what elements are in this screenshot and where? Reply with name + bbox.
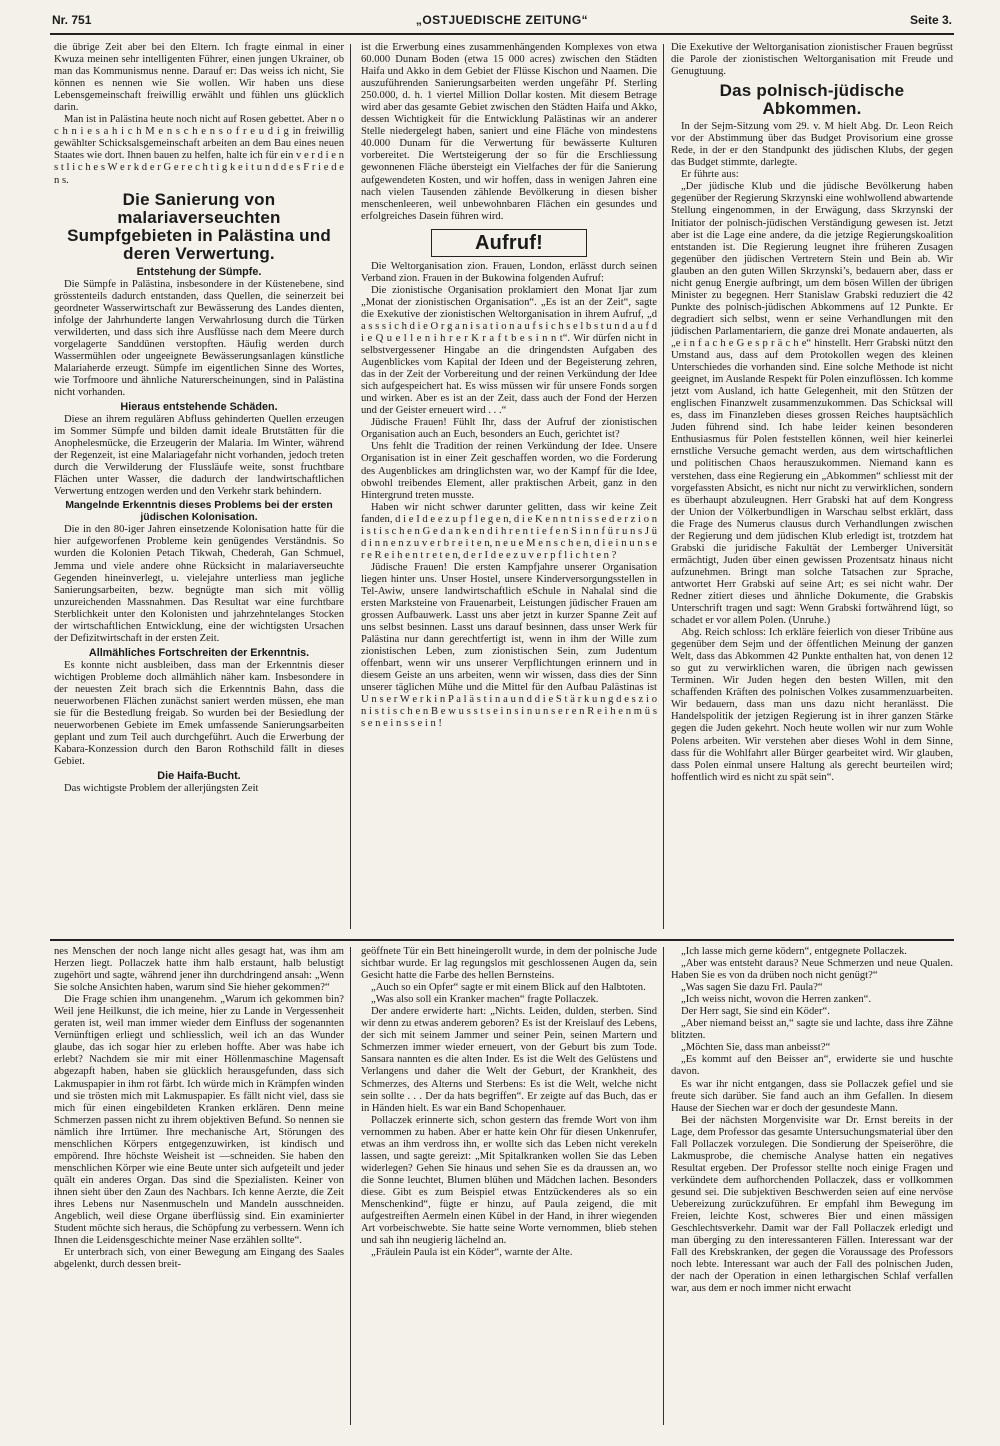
paragraph: „Was also soll ein Kranker machen“ fragte Pollaczek. (371, 994, 599, 1006)
upper-column-3 (671, 42, 953, 932)
paragraph: „Auch so ein Opfer“ sagte er mit einem Blick auf den Halbtoten. (371, 982, 646, 994)
column-rule (663, 947, 664, 1425)
paragraph: „Aber niemand beisst an,“ sagte sie und lachte, dass ihre Zähne blitzten. (671, 1018, 953, 1042)
paragraph: Abg. Reich schloss: Ich erkläre feierlich von dieser Tribüne aus gegenüber dem Sejm und der öffentlichen Meinung der ganzen Welt, dass das Abkommen 42 Punkte enthalten hat, von denen 12 so gut zu verwirklichen waren, die übrigen nach gewissen Terminen. Wir Juden hegen den besten Willen, mit den schaffenden Kräften des polnischen Volkes zusammenzuarbeiten. Wir bedauern, dass man uns dazu nicht heranlässt. Die Handelspolitik der jetzigen Regierung ist in ihrer ganzen Stärke gegen die Juden gekehrt. Noch heute wollen wir nur zum Wohle Polens arbeiten. Wir verstehen aber dieses Wohl in dem Sinne, dass für die Wohlfahrt aller Bürger gearbeitet wird. Wir glauben, dass Polen einmal unsere Haltung als gerecht beurteilen wird; hoffentlich wird es nicht zu spät sein“. (671, 627, 953, 783)
paragraph: Die zionistische Organisation proklamiert den Monat Ijar zum „Monat der zionistischen Organisation“. „Es ist an der Zeit“, sagte die Exekutive der zionistischen Weltorganisation in ihrem Aufruf, „d a s s s i c h d i e O r g a n i s a t i o n a u f s i c h s e l b s t u n d a u f d i e Q u e l l e n i h r e r K r a f t b e s i n n t“. Wir dürfen nicht in selbstvergessener Hingabe an die dringendsten Aufgaben des Augenblickes vom Kapital der Ideen und der Begeisterung zehren, das in der Zeit der Vorbereitung und der reinen Verkündung der Idee sich aufgespeichert hat. Es wiss müssen wir für unsere Fonds sorgen und wirken. Aber es ist an der Zeit, dass auch der Fond der Herzen und der Geister erneuert wird . . .“ (361, 284, 657, 417)
article-title: Das polnisch-jüdische Abkommen. (719, 81, 905, 119)
paragraph: Haben wir nicht schwer darunter gelitten, dass wir keine Zeit fanden, d i e I d e e z u p f l e g e n, d i e K e n n t n i s s e d e r z i o n i s t i s c h e n G e d a n k e n d i h r e n t i e f e n S i n n f ü r u n s J ü d i n n e n z u v e r b r e i t e n, n e u e M e n s c h e n, d i e i n u n s e r e R e i h e n t r e t e n, d e r I d e e z u v e r p f l i c h t e n ? (361, 501, 657, 561)
column-rule (350, 44, 351, 929)
paragraph: Jüdische Frauen! Die ersten Kampfjahre unserer Organisation liegen hinter uns. Unser Hostel, unsere Kinderversorgungsstellen in Tel-Awiw, unsere landwirtschaftlich eSchule in Nahalal sind die ersten Marksteine von Frauenarbeit, Leistungen jüdischer Frauen am grossen Aufbauwerk. Lasst uns aber jetzt in kurzer Spanne Zeit auf uns selbst besinnen. Lasst uns darauf besinnen, dass unser Werk für Palästina nur dann gerechtfertigt ist, wenn in ihm der Wille zum zionistischen Leben, zum zionistischen Sein, zum Judentum offenbart, wenn wir uns unserer Verpflichtungen erinnern und in diesem Geiste an uns arbeiten, wenn wir wissen, dass dies der Sinn unserer täglichen Mühe und die Mittel für den Aufbau Palästinas ist U n s e r W e r k i n P a l ä s t i n a u n d d i e S t ä r k u n g d e s z i o n i s t i s c h e n B e w u s s t s e i n s i n u n s e r e n R e i h e n m ü s s e n e i n s s e i n ! (361, 561, 657, 730)
section-divider (50, 939, 954, 941)
paragraph: Uns fehlt die Tradition der reinen Verkündung der Idee. Unsere Organisation ist in einer Zeit geschaffen worden, wo die Forderung des Augenblickes am dringlichsten war, wo der Kampf für die Idee, obwohl treibendes Element, aller praktischen Arbeit, ganz in den Hintergrund treten musste. (361, 441, 657, 501)
paragraph: Das wichtigste Problem der allerjüngsten Zeit (64, 783, 259, 795)
paragraph: Bei der nächsten Morgenvisite war Dr. Ernst bereits in der Lage, dem Professor das gesamte Untersuchungsmaterial über den Fall Pollaczek vorzulegen. Die Sondierung der Speiseröhre, die Lakmusprobe, die chemische Analyse hatten ein negatives Resultat ergeben. Der Professor stellte noch einige Fragen und verkündete dem aufhorchenden Pollaczek, dass er vollkommen gesund sei. Die subjektiven Beschwerden seien auf eine nervöse Uebereizung zurückzuführen. Er empfahl ihm Bewegung im Freien, leichte Kost, schweres Bier und einen mässigen Geschlechtsverkehr. Damit war der Fall Pollaczek erledigt und man überging zu den interessanteren Fällen. Interessant war der Fall des Krebskranken, der gegen die Voraussage des Professors noch lebte. Interessant war auch der Fall des polnischen Juden, der nach der Operation in einen lethargischen Schlaf verfallen war, aus dem er noch immer nicht erwacht (671, 1114, 953, 1295)
appeal-title: Aufruf! (431, 229, 587, 257)
issue-number: Nr. 751 (52, 13, 92, 27)
paragraph: Er unterbrach sich, von einer Bewegung am Eingang des Saales abgelenkt, durch dessen breit- (54, 1247, 344, 1271)
section-heading: Mangelnde Erkenntnis dieses Problems bei der ersten jüdischen Kolonisation. (65, 500, 333, 523)
paragraph: Diese an ihrem regulären Abfluss gehinderten Quellen erzeugen im Sommer Sümpfe und bilden damit ideale Brutstätten für die Anophelesmücke, die Erzeugerin der Malaria. Im Winter, während der Regenzeit, ist eine Malariagefahr nicht vorhanden, jedoch treten durch die Verwilderung der Flussläufe weite, sonst fruchtbare Flächen unter Wasser, die dadurch der landwirtschaftlichen Verwertung entzogen werden und den Verkehr stark behindern. (54, 414, 344, 498)
paragraph: Es war ihr nicht entgangen, dass sie Pollaczek gefiel und sie freute sich darüber. Sie fand auch an ihm Gefallen. In diesem Hause der Siechen war er doch der gesundeste Mann. (671, 1078, 953, 1114)
lower-column-2 (361, 946, 657, 1430)
section-heading: Hieraus entstehende Schäden. (120, 401, 278, 414)
upper-column-2 (361, 42, 657, 932)
paragraph: „Fräulein Paula ist ein Köder“, warnte der Alte. (371, 1247, 573, 1259)
paragraph: Es konnte nicht ausbleiben, dass man der Erkenntnis dieser wichtigen Probleme doch allmählich näher kam. Insbesondere in der neuesten Zeit brach sich die Erkenntnis Bahn, dass die neuerworbenen Flächen zunächst saniert werden müssen, ehe man sie für die Bestedlung freigab. So wurden bei der Besiedlung der neuerworbenen Gebiete im Emek umfassende Sanierungsarbeiten geplant und zum Teil auch durchgeführt. Auch die Erwerbung der Kabara-Konzession durch den Baron Rothschild fällt in dieses Gebiet. (54, 659, 344, 768)
paragraph: Pollaczek erinnerte sich, schon gestern das fremde Wort von ihm vernommen zu haben. Aber er hatte kein Ohr für diesen Unkenrufer, etwas an ihm verdross ihn, er wollte sich das Leben nicht verekeln lassen, und sagte gereizt: „Mit Spitalkranken wollen Sie das Leben widerlegen? Gehen Sie hinaus und sehen Sie es da draussen an, wo die Sonne leuchtet, Blumen blühen und Mädchen lachen. Besonders diese. Gibt es zum Beispiel etwas Entzückenderes als so ein Menschenkind“, fügte er hinzu, auf Paula zeigend, die mit aufgestreiften Aermeln einen Kübel in der Hand, in ihrer wiegenden Art vorbeischwebte. Sie hatte seine Worte vernommen, blieb stehen und sah ihn neugierig lächelnd an. (361, 1114, 657, 1247)
paragraph: Die Weltorganisation zion. Frauen, London, erlässt durch seinen Verband zion. Frauen in der Bukowina folgenden Aufruf: (361, 260, 657, 284)
section-heading: Die Haifa-Bucht. (157, 770, 241, 783)
paragraph: Der andere erwiderte hart: „Nichts. Leiden, dulden, sterben. Sind wir denn zu etwas anderem geboren? Es ist der Kreislauf des Lebens, der sich mit seinem Jammer und seiner Pein, seinen Martern und Schmerzen immer wieder erneuert, von der Geburt bis zum Tode. Sansara nannten es die alten Inder. Es ist die Welt des Gelüstens und Verlangens und daher die Welt der Geburt, der Krankheit, des Schmerzes, des Alterns und Sterbens: Es ist die Welt, welche nicht sein sollte . . . Der da hats begriffen“. Er zeigte auf das Buch, das er in Händen hielt. Es war ein Band Schopenhauer. (361, 1006, 657, 1114)
lower-column-1 (54, 946, 344, 1430)
section-heading: Allmähliches Fortschreiten der Erkenntnis. (88, 646, 310, 659)
section-heading: Entstehung der Sümpfe. (136, 265, 262, 278)
newspaper-title: „OSTJUEDISCHE ZEITUNG“ (415, 13, 589, 27)
paragraph: Jüdische Frauen! Fühlt Ihr, dass der Aufruf der zionistischen Organisation auch an Euch, besonders an Euch, gerichtet ist? (361, 417, 657, 441)
paragraph: Er führte aus: (681, 169, 739, 181)
paragraph: „Es kommt auf den Beisser an“, erwiderte sie und huschte davon. (671, 1054, 953, 1078)
paragraph: „Ich weiss nicht, wovon die Herren zanken“. (681, 994, 872, 1006)
paragraph: Die Sümpfe in Palästina, insbesondere in der Küstenebene, sind grösstenteils dadurch entstanden, dass Quellen, die seinerzeit bei geordneter Wasserwirtschaft zur Bewässerung des Landes dienten, infolge der Jahrhunderte langen Verwahrlosung durch die Türken verwilderten, und dass sich ihre Ausflüsse nach dem Meere durch vorgelagerte Sanddünen verstopften. Häufig werden durch Wassermühlen oder ungeeignete Bewässerungsanlagen künstliche Malariaherde erzeugt. Sümpfe im eigentlichen Sinne des Wortes, wie Torfmoore und ähnliche Naturerscheinungen, sind in Palästina nicht vorhanden. (54, 278, 344, 398)
column-rule (350, 947, 351, 1425)
paragraph: „Was sagen Sie dazu Frl. Paula?“ (681, 982, 823, 994)
paragraph: „Aber was entsteht daraus? Neue Schmerzen und neue Qualen. Haben Sie es von da drüben noch nicht genügt?“ (671, 958, 953, 982)
paragraph: „Der jüdische Klub und die jüdische Bevölkerung haben gegenüber der Regierung Skrzynski eine wohlwollend abwartende Stellung eingenommen, in der Erwägung, dass Skrzynski der Initiator der polnisch-jüdischen Verständigung gewesen ist. Jetzt aber ist die Lage eine andere, da die jetzige Regierungskoalition entstanden ist. Die Regierung leugnet ihre früheren Zusagen gegenüber den jüdischen Vertretern Stein und Bein ab. Wir glauben an den guten Willen Skrzynski’s, bedauern aber, dass er nicht genug Energie aufbringt, um dem bösen Willen der übrigen Minister zu begegnen. Herr Stanislaw Grabski reduziert die 42 Punkte des polnisch-jüdischen Abkommens auf 12 Punkte. Er degradiert sich selbst, wenn er seine Verhandlungen mit den jüdischen Parlamentariern, die ganze drei Monate andauerten, als „e i n f a c h e G e s p r ä c h e“ hinstellt. Herr Grabski nützt den Umstand aus, dass auf dem Protokollen wegen des kleinen Unterschiedes die vorhanden sind. Eine solche Methode ist nicht geeignet, im Auslande Respekt für Polen einzuflössen. Ich komme jetzt vom Ausland, ich hatte Gelegenheit, mit den Stützen der englischen Finanzwelt zusammenzukommen. Das Schicksal will es, dass im Finanzleben dieses grossen Reiches hauptsächlich Juden führend sind. Ich habe leider keinen besonderen Enthusiasmus für Polen feststellen können, weil hier keinerlei ernstliche Versuche gemacht werden, aus dem wirtschaftlichen und politischen Chaos herauszukommen. Niemand kann es verstehen, dass eine Regierung ein „Abkommen“ schliesst mit der vorgefassten Absicht, es nicht nur nicht zu verwirklichen, sondern es überhaupt abzuleugnen. Herr Grabski hat auf dem Kongress der Union der Völkerbundligen in Warschau selbst erklärt, dass die Frage des Numerus clausus durch Verhandlungen zwischen der Regierung und dem jüdischen Klub erledigt ist, trotzdem hat Grabski die juridische Fakultät der Lemberger Universität ermächtigt, Juden über einen gewissen Prozentsatz hinaus nicht aufzunehmen. Bringt man solche Tatsachen zur Sprache, antwortet Herr Grabski auf seine Art; es sei nicht wahr. Der Redner zitiert dieses und ähnliche Dokumente, die Grabskis Unterschrift tragen und sagt: Wenn Grabski fortwährend lügt, so schadet er vor allem Polen. (Unruhe.) (671, 181, 953, 627)
lower-column-3 (671, 946, 953, 1430)
paragraph: geöffnete Tür ein Bett hineingerollt wurde, in dem der polnische Jude sichtbar wurde. Er lag regungslos mit geschlossenen Augen da, sein Gesicht hatte die Farbe des hellen Bernsteins. (361, 946, 657, 982)
paragraph: In der Sejm-Sitzung vom 29. v. M hielt Abg. Dr. Leon Reich vor der Abstimmung über das Budget Provisorium eine grosse Rede, in der er den Standpunkt des jüdischen Klubs, der gegen das Budget stimmte, darlegte. (671, 121, 953, 169)
paragraph: ist die Erwerbung eines zusammenhängenden Komplexes von etwa 60.000 Dunam Boden (etwa 15 000 acres) zwischen den Städten Haifa und Akko in dem Gebiet der Flüsse Kischon und Naamen. Die auszuführenden Sanierungsarbeiten werden ungefähr Pf. Sterling 250.000, d. h. 1 viertel Million Dollar kosten. Mit diesem Betrage wird aber das gesamte Gebiet zwischen den Städten Haifa und Akko, dessen Wichtigkeit für die Entwicklung Palästinas wir an anderer Stelle niedergelegt haben, saniert und eine Fläche von mindestens 40.000 Dunam für die Verwertung für bewässerte Kulturen vorbereitet. Die Wertsteigerung der so für die Erschliessung gewonnenen Fläche übersteigt ein Vielfaches der für die Sanierung aufgewendeten Kosten, und wir hoffen, dass in wenigen Jahren eine nach vielen Tausenden zählende Bevölkerung in diesen bisher menschenleeren, weil unbewohnbaren Flächen ein gesundes und erfolgreiches Dasein führen wird. (361, 42, 657, 222)
upper-column-1 (54, 42, 344, 932)
page-header (52, 10, 952, 30)
page-number: Seite 3. (909, 13, 952, 27)
paragraph: „Ich lasse mich gerne ködern“, entgegnete Pollaczek. (681, 946, 907, 957)
paragraph: Die Frage schien ihm unangenehm. „Warum ich gekommen bin? Weil jene Heilkunst, die ich meine, hier zu Lande in Vergessenheit geraten ist, weil man immer wieder dem Einfluss der sogenannten Vernünftigen erliegt und schliesslich, weil ich an das Wunder glaube, das ich sogar hier zu erleben hoffte. Aber was habe ich erlebt? Nachdem sie mir mit einer Höllenmaschine Magensaft abgezapft haben, haben sie glücklich herausgefunden, dass sich Lakmuspapier in ihm rot färbt. Ich würde mich in Krämpfen winden und sie trösten mich mit Lakmuspapier. Es fällt nicht viel, dass sie mich für einen eingebildeten Kranken erklären. Denn meine Schmerzen passen nicht zu ihrem objektiven Befund. So nennen sie nämlich ihre Irrtümer. Ihre mechanische Art, Störungen des menschlichen Körpers entgegenzuwirken, ist kindisch und empörend. Ihre höchste Weisheit ist —schneiden. Sie haben den menschlichen Körper wie eine Beute unter sich aufgeteilt und jeder quält ein anderes Organ. Das sind die Spezialisten. Keiner von ihnen sieht über den Zaun des Nachbars. Ich kenne Aerzte, die Zeit ihres Lebens nur Nasenmuscheln und Mandeln ausschneiden. Angeblich, weil diese Organe überflüssig sind. Ein examinierter Student möchte sich heraus, die Schöpfung zu verbessern. Wenn ich Ihnen die Leidensgeschichte meiner Nase erzählen sollte“. (54, 994, 344, 1247)
paragraph: „Möchten Sie, dass man anbeisst?“ (681, 1042, 831, 1054)
paragraph: die übrige Zeit aber bei den Eltern. Ich fragte einmal in einer Kwuza meinen sehr intelligenten Führer, einen jungen Ukrainer, ob man das Kommunismus nenne. Darauf er: Das weiss ich nicht, Sie können es nennen wie Sie wollen. Wir haben uns diese Lebensgemeinschaft freiwillig erwählt und fühlen uns glücklich darin. (54, 42, 344, 114)
paragraph: Die Exekutive der Weltorganisation zionistischer Frauen begrüsst die Parole der zionistischen Weltorganisation mit Freude und Genugtuung. (671, 42, 953, 78)
header-rule (50, 33, 954, 35)
column-rule (663, 44, 664, 929)
paragraph: Der Herr sagt, Sie sind ein Köder“. (681, 1006, 830, 1018)
article-title: Die Sanierung von malariaverseuchten Sumpfgebieten in Palästina und deren Verwertung. (67, 189, 331, 263)
paragraph: Man ist in Palästina heute noch nicht auf Rosen gebettet. Aber n o c h n i e s a h i c h M e n s c h e n s o f r e u d i g in freiwillig gewählter Schicksalsgemeinschaft arbeiten an dem Bau eines neuen Staates wie dort. Ihnen bauen zu helfen, halte ich für ein v e r d i e n s t l i c h e s W e r k d e r G e r e c h t i g k e i t u n d d e s F r i e d e n s. (54, 114, 344, 186)
paragraph: nes Menschen der noch lange nicht alles gesagt hat, was ihm am Herzen liegt. Pollaczek hatte ihm halb erstaunt, halb belustigt zugehört und sagte, während jener ihn durchdringend ansah: „Wenn Sie solche Ansichten haben, warum sind Sie hieher gekommen?“ (54, 946, 344, 994)
paragraph: Die in den 80-iger Jahren einsetzende Kolonisation hatte für die hier aufgeworfenen Probleme kein genügendes Verständnis. So wurden die Kolonien Petach Tikwah, Chederah, Gan Schmuel, Jemma und viele andere ohne Rücksicht in malariaverseuchte Gegenden hineinverlegt, u. vielejahre unterliess man jegliche Sanierungsarbeiten, bezw. begnügte man sich mit völlig unzureichenden Massnahmen. Das Resultat war eine furchtbare Sterblichkeit unter den Kolonisten und jahrzehntelanges Stocken der wirtschaftlichen Entwicklung, eine der wichtigsten Ursachen der Defizitwirtschaft in der ersten Zeit. (54, 524, 344, 644)
